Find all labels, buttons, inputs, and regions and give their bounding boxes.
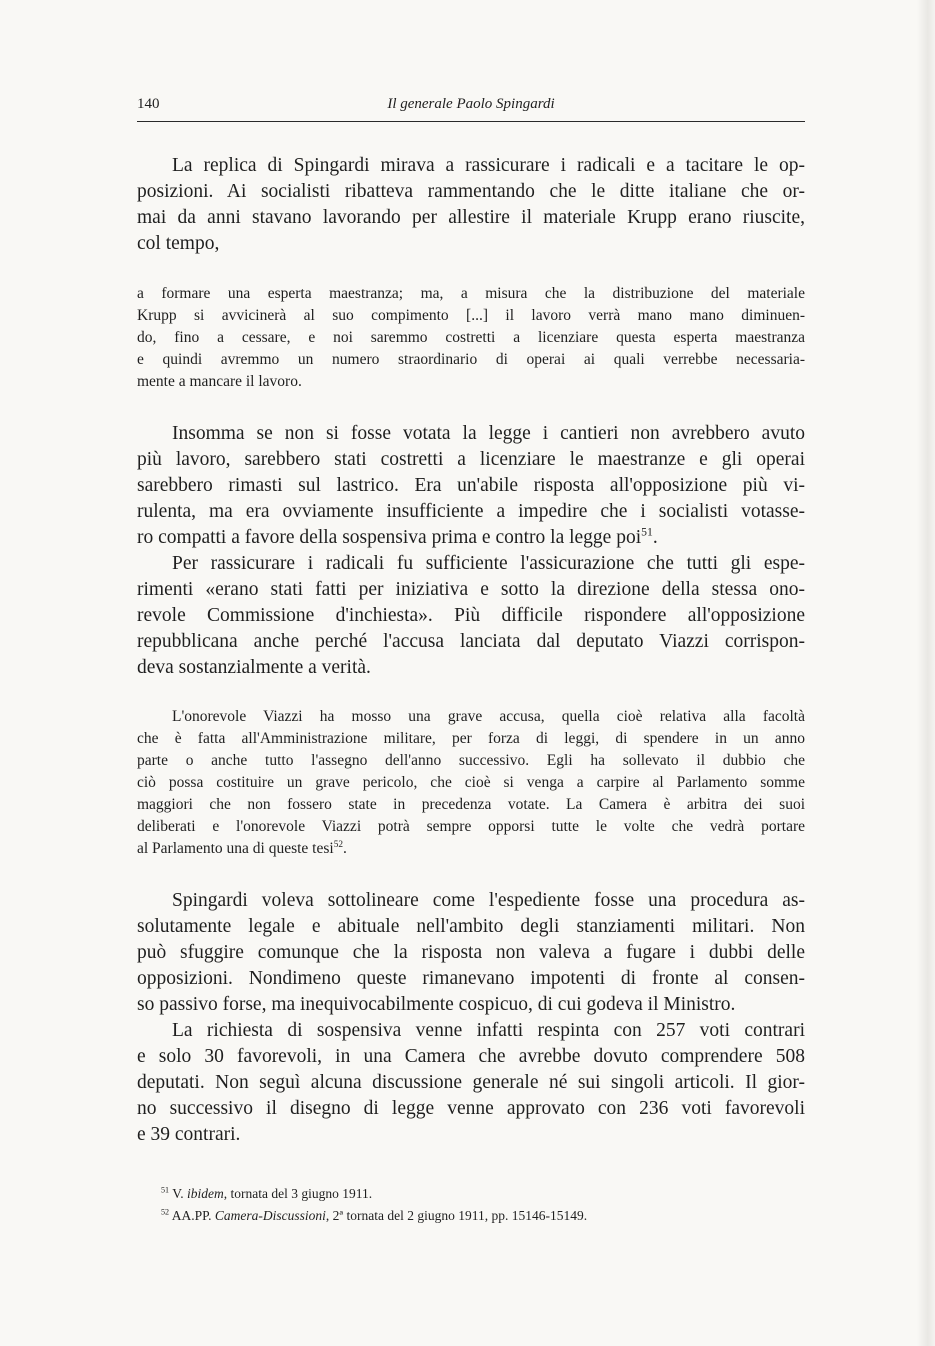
quote-line-content: al Parlamento una di queste tesi [137, 840, 334, 857]
text-line: La replica di Spingardi mirava a rassicurare i radicali e a tacitare le op- [172, 155, 805, 176]
quote-line: L'onorevole Viazzi ha mosso una grave accusa, quella cioè relativa alla facoltà [172, 708, 805, 725]
running-title: Il generale Paolo Spingardi [387, 96, 555, 112]
quote-line: maggiori che non fossero state in precedenza votate. La Camera è arbitra dei suoi [137, 796, 805, 813]
text-line: mai da anni stavano lavorando per allestire il materiale Krupp erano riuscite, [137, 207, 805, 228]
text-line: e solo 30 favorevoli, in una Camera che avrebbe dovuto comprendere 508 [137, 1046, 805, 1067]
text-line: più lavoro, sarebbero stati costretti a licenziare le maestranze e gli operai [137, 449, 805, 470]
text-line: sarebbero rimasti sul lastrico. Era un'abile risposta all'opposizione più vi- [137, 475, 805, 496]
page-edge-shadow [917, 0, 935, 1346]
text-line: solutamente legale e abituale nell'ambito degli stanziamenti militari. Non [137, 916, 805, 937]
text-line-end: . [652, 527, 658, 548]
text-line: deva sostanzialmente a verità. [137, 657, 371, 678]
quote-line: che è fatta all'Amministrazione militare, per forza di leggi, di spendere in un anno [137, 730, 805, 747]
quote-line: mente a mancare il lavoro. [137, 373, 302, 390]
footnote-prefix: AA.PP. [171, 1208, 215, 1223]
text-line-content: ro compatti a favore della sospensiva prima e contro la legge poi [137, 527, 642, 548]
footnote-52 [161, 1206, 829, 1226]
quote-line [137, 838, 805, 860]
text-line: no successivo il disegno di legge venne approvato con 236 voti favorevoli [137, 1098, 805, 1119]
footnote-rest: , 2ª tornata del 2 giugno 1911, pp. 15146-15149. [325, 1208, 588, 1223]
quote-line: parte o anche tutto l'assegno dell'anno successivo. Egli ha sollevato il dubbio che [137, 752, 805, 769]
footnote-source: ibidem [187, 1186, 224, 1201]
text-line: opposizioni. Nondimeno queste rimanevano impotenti di fronte al consen- [137, 968, 805, 989]
text-line: revole Commissione d'inchiesta». Più difficile rispondere all'opposizione [137, 605, 805, 626]
quote-line: Krupp si avvicinerà al suo compimento [...] il lavoro verrà mano mano diminuen- [137, 307, 805, 324]
text-line: Insomma se non si fosse votata la legge i cantieri non avrebbero avuto [172, 423, 805, 444]
footnote-ref-52: 52 [333, 839, 344, 850]
footnote-source: Camera-Discussioni [214, 1208, 326, 1223]
text-line: posizioni. Ai socialisti ribatteva rammentando che le ditte italiane che or- [137, 181, 805, 202]
quote-line-end: . [343, 840, 347, 857]
footnote-number: 51 [161, 1185, 170, 1195]
text-line: repubblicana anche perché l'accusa lanciata dal deputato Viazzi corrispon- [137, 631, 805, 652]
quote-line: do, fino a cessare, e noi saremmo costretti a licenziare questa esperta maestranza [137, 329, 805, 346]
quote-line: deliberati e l'onorevole Viazzi potrà sempre opporsi tutte le volte che vedrà portare [137, 818, 805, 835]
footnote-number: 52 [161, 1207, 170, 1217]
text-line: rulenta, ma era ovviamente insufficiente a impedire che i socialisti votasse- [137, 501, 805, 522]
text-line: Spingardi voleva sottolineare come l'espediente fosse una procedura as- [172, 890, 805, 911]
text-line: e 39 contrari. [137, 1124, 241, 1145]
text-line: rimenti «erano stati fatti per iniziativa e sotto la direzione della stessa ono- [137, 579, 805, 600]
text-line: Per rassicurare i radicali fu sufficiente l'assicurazione che tutti gli espe- [172, 553, 805, 574]
header-rule [137, 121, 805, 122]
page-number: 140 [137, 96, 160, 112]
quote-line: e quindi avremmo un numero straordinario di operai ai quali verrebbe necessaria- [137, 351, 805, 368]
text-line: deputati. Non seguì alcuna discussione generale né sui singoli articoli. Il gior- [137, 1072, 805, 1093]
text-line: so passivo forse, ma inequivocabilmente cospicuo, di cui godeva il Ministro. [137, 994, 736, 1015]
text-line [137, 525, 805, 551]
text-line: col tempo, [137, 233, 220, 254]
footnote-ref-51: 51 [641, 525, 653, 539]
quote-line: a formare una esperta maestranza; ma, a misura che la distribuzione del materiale [137, 285, 805, 302]
footnote-rest: , tornata del 3 giugno 1911. [223, 1186, 373, 1201]
footnote-prefix: V. [172, 1186, 187, 1201]
footnote-51 [161, 1184, 829, 1204]
text-line: La richiesta di sospensiva venne infatti respinta con 257 voti contrari [172, 1020, 805, 1041]
quote-line: ciò possa costituire un grave pericolo, che cioè si venga a carpire al Parlamento somme [137, 774, 805, 791]
text-line: può sfuggire comunque che la risposta non valeva a fugare i dubbi delle [137, 942, 805, 963]
